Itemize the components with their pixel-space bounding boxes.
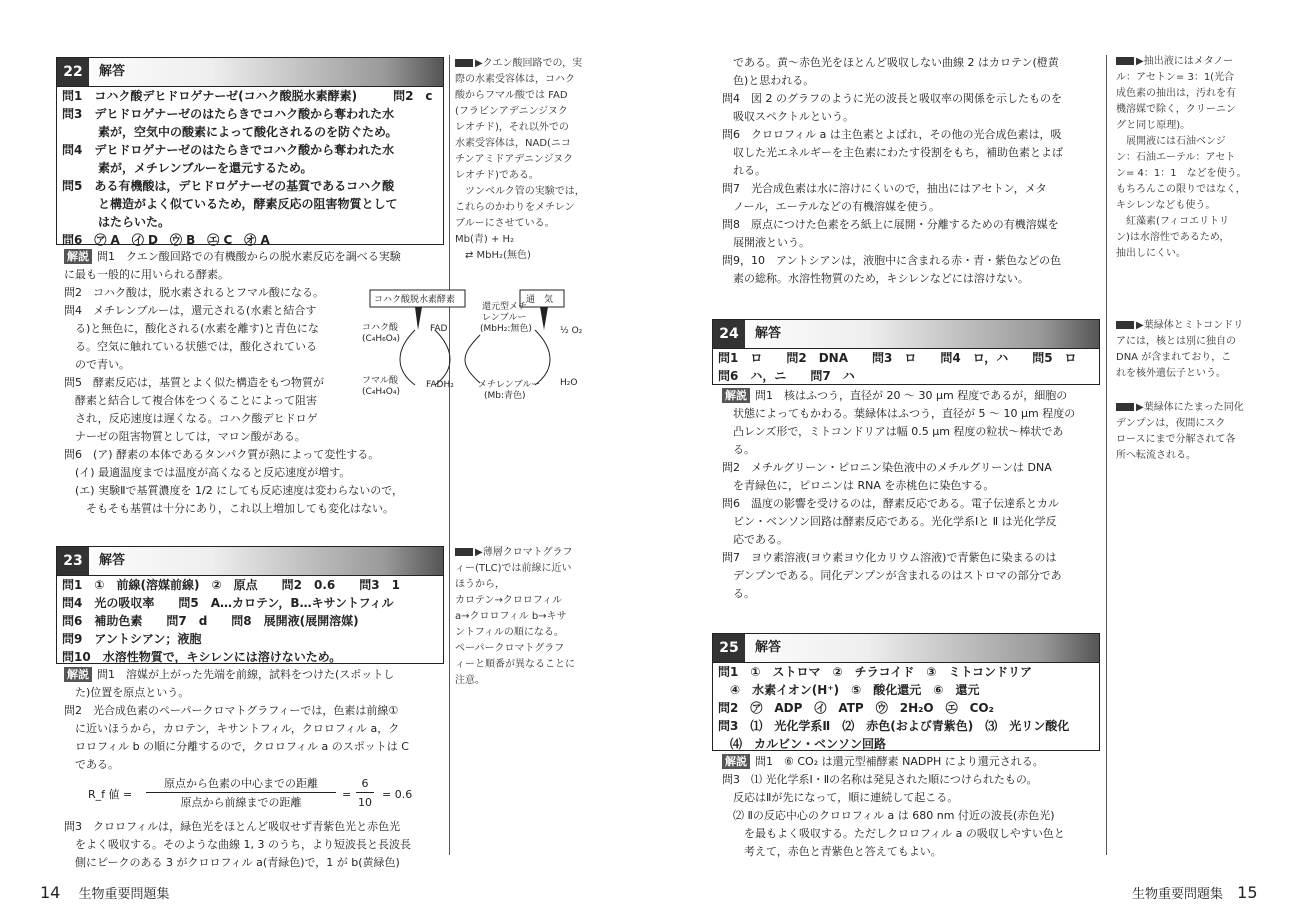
explanation-line: 問5 酵素反応は，基質とよく似た構造をもつ物質が: [64, 376, 324, 389]
side-line: 注意。: [455, 675, 485, 686]
explanation-23: [64, 666, 444, 872]
side-line: ほうから，: [455, 579, 505, 590]
answer-line: 素が，空気中の酸素によって酸化されるのを防ぐため。: [62, 125, 398, 139]
rf-label: R_f 値 =: [88, 788, 133, 801]
side-line: ▶クエン酸回路での，実: [475, 58, 583, 69]
answer-box-23: [56, 576, 444, 664]
page-number: 14: [40, 883, 61, 902]
side-line: ▶抽出液にはメタノー: [1136, 56, 1234, 67]
explanation-line: 考えて，赤色と青紫色と答えてもよい。: [722, 845, 942, 858]
explanation-line: を青緑色に，ピロニンは RNA を赤桃色に染色する。: [722, 479, 995, 492]
explanation-line: 問6 温度の影響を受けるのは，酵素反応である。電子伝達系とカル: [722, 497, 1059, 510]
answer-line: 問2 ㋐ ADP ㋑ ATP ㋒ 2H₂O ㋓ CO₂: [718, 701, 994, 715]
side-line: ロースにまで分解されて各: [1116, 434, 1236, 445]
section-number: 23: [57, 547, 89, 575]
explanation-line: 状態によってもかわる。葉緑体はふつう，直径が 5 ～ 10 μm 程度の: [722, 407, 1076, 420]
side-line: これらのかわりをメチレン: [455, 202, 575, 213]
side-note-24a: [1116, 318, 1256, 382]
answer-line: 問4 光の吸収率 問5 A…カロテン，B…キサントフィル: [62, 596, 394, 610]
continuation-23: [722, 54, 1102, 288]
explanation-line: を最もよく吸収する。ただしクロロフィル a の吸収しやすい色と: [722, 827, 1065, 840]
water-label: H₂O: [560, 378, 578, 388]
explanation-line: 色)と思われる。: [722, 74, 815, 87]
answer-box-24: [712, 349, 1100, 385]
side-line: Mb(青) + H₂: [455, 234, 515, 245]
section-number: 24: [713, 320, 745, 348]
answer-line: ⑷ カルビン・ベンソン回路: [718, 737, 887, 751]
kaisetsu-label: 解説: [64, 667, 92, 682]
explanation-line: 問1 クエン酸回路での有機酸からの脱水素反応を調べる実験: [97, 250, 401, 263]
explanation-line: 展開液という。: [722, 236, 810, 249]
side-line: 展開液には石油ベンジ: [1116, 136, 1226, 147]
explanation-25: [722, 753, 1102, 861]
footer-left: [40, 884, 170, 903]
note-marker-icon: [455, 59, 473, 67]
explanation-line: 素の総称。水溶性物質のため，キシレンなどには溶けない。: [722, 272, 1029, 285]
section-title: 解答: [99, 64, 126, 79]
explanation-line: デンプンである。同化デンプンが含まれるのはストロマの部分であ: [722, 569, 1062, 582]
book-title: 生物重要問題集: [1132, 887, 1224, 902]
explanation-line: 問9，10 アントシアンは，液胞中に含まれる赤・青・紫色などの色: [722, 254, 1062, 267]
side-line: ⇄ MbH₂(無色): [455, 250, 531, 261]
explanation-line: 吸収スペクトルという。: [722, 110, 854, 123]
rf-denominator: 原点から前線までの距離: [180, 796, 302, 809]
reaction-diagram: [360, 285, 595, 405]
explanation-line: 凸レンズ形で，ミトコンドリアは幅 0.5 μm 程度の粒状～棒状であ: [722, 425, 1064, 438]
side-line: 際の水素受容体は，コハク: [455, 74, 575, 85]
side-line: ▶葉緑体にたまった同化: [1136, 402, 1244, 413]
arrow-path: [465, 335, 480, 383]
explanation-line: 酵素と結合して複合体をつくることによって阻害: [64, 394, 317, 407]
side-line: ペーパークロマトグラフ: [455, 643, 565, 654]
explanation-line: (イ) 最適温度までは温度が高くなると反応速度が増す。: [64, 466, 351, 479]
side-line: チンアミドアデニンジヌク: [455, 154, 574, 165]
rf-d: 10: [358, 796, 372, 809]
footer-right: [1132, 884, 1258, 903]
rf-formula: [64, 774, 444, 818]
note-marker-icon: [1116, 403, 1134, 411]
explanation-line: 応である。: [722, 533, 788, 546]
explanation-line: 反応はⅡが先になって，順に連続して起こる。: [722, 791, 959, 804]
explanation-line: 問2 光合成色素のペーパークロマトグラフィーでは，色素は前線①: [64, 704, 399, 717]
section-header-24: [712, 319, 1100, 349]
side-line: ▶薄層クロマトグラフ: [475, 547, 573, 558]
kaisetsu-label: 解説: [722, 754, 750, 769]
explanation-line: である。: [64, 758, 119, 771]
answer-line: 問9 アントシアン；液胞: [62, 632, 202, 646]
side-line: ィー(TLC)では前線に近い: [455, 563, 572, 574]
explanation-line: 側にピークのある 3 がクロロフィル a(青緑色)で，1 が b(黄緑色): [64, 856, 400, 869]
side-line: (フラビンアデニンジヌク: [455, 106, 568, 117]
explanation-line: 問1 ⑥ CO₂ は還元型補酵素 NADPH により還元される。: [755, 755, 1044, 768]
side-line: 機溶媒で除く，クリーニン: [1116, 104, 1236, 115]
side-line: レオチド)である。: [455, 170, 539, 181]
side-note-23: [455, 545, 595, 689]
explanation-line: をよく吸収する。そのような曲線 1, 3 のうち，より短波長と長波長: [64, 838, 411, 851]
answer-line: はたらいた。: [62, 215, 171, 229]
section-title: 解答: [755, 326, 782, 341]
enzyme-arrow: [415, 307, 422, 330]
explanation-line: 問1 溶媒が上がった先端を前線，試料をつけた(スポットし: [97, 668, 395, 681]
side-note-23b: [1116, 54, 1256, 262]
explanation-line: 問7 ヨウ素溶液(ヨウ素ヨウ化カリウム溶液)で青紫色に染まるのは: [722, 551, 1057, 564]
section-title: 解答: [99, 553, 126, 568]
kaisetsu-label: 解説: [64, 249, 92, 264]
section-title: 解答: [755, 640, 782, 655]
side-line: キシレンなども使う。: [1116, 200, 1216, 211]
answer-line: 問4 デヒドロゲナーゼのはたらきでコハク酸から奪われた水: [62, 143, 395, 157]
side-line: グと同じ原理)。: [1116, 120, 1191, 131]
explanation-line: た)位置を原点という。: [64, 686, 190, 699]
explanation-line: され，反応速度は遅くなる。コハク酸デヒドロゲ: [64, 412, 318, 425]
side-line: DNA が含まれており，こ: [1116, 352, 1232, 363]
side-line: もちろんこの限りではなく，: [1116, 184, 1246, 195]
explanation-24: [722, 387, 1102, 603]
side-line: ン：石油エーテル：アセト: [1116, 152, 1236, 163]
side-line: ィーと順番が異なることに: [455, 659, 575, 670]
explanation-line: ⑵ Ⅱの反応中心のクロロフィル a は 680 nm 付近の波長(赤色光): [722, 809, 1055, 822]
air-label: 通 気: [526, 295, 554, 305]
explanation-line: 問4 メチレンブルーは，還元される(水素と結合す: [64, 304, 317, 317]
side-line: デンプンは，夜間にスク: [1116, 418, 1226, 429]
explanation-line: そもそも基質は十分にあり，これ以上増加しても変化はない。: [64, 502, 394, 515]
answer-line: 問6 ㋐ A ㋑ D ㋒ B ㋓ C ㋔ A: [62, 233, 270, 247]
side-line: ン)は水溶性であるため，: [1116, 232, 1230, 243]
answer-line: 問1 コハク酸デヒドロゲナーゼ(コハク酸脱水素酵素) 問2 c: [62, 89, 433, 103]
explanation-line: に最も一般的に用いられる酵素。: [64, 268, 229, 281]
explanation-line: る。空気に触れている状態では，酸化されている: [64, 340, 317, 353]
explanation-line: 問7 光合成色素は水に溶けにくいので，抽出にはアセトン，メタ: [722, 182, 1047, 195]
answer-box-25: [712, 663, 1100, 751]
kaisetsu-label: 解説: [722, 388, 750, 403]
explanation-line: る。: [722, 587, 755, 600]
reduced-mb-label: (MbH₂:無色): [480, 324, 532, 334]
answer-box-22: [56, 87, 444, 245]
explanation-line: れる。: [722, 164, 766, 177]
explanation-line: ロロフィル b の順に分離するので，クロロフィル a のスポットは C: [64, 740, 409, 753]
succinate-formula: (C₄H₆O₄): [362, 334, 400, 344]
methylene-blue-label: (Mb:青色): [484, 391, 526, 401]
rf-numerator: 原点から色素の中心までの距離: [146, 776, 336, 793]
air-arrow: [540, 307, 548, 330]
side-line: ▶葉緑体とミトコンドリ: [1136, 320, 1244, 331]
explanation-line: 収した光エネルギーを主色素にわたす役割をもち，補助色素とよば: [722, 146, 1063, 159]
side-line: 所へ転流される。: [1116, 450, 1196, 461]
explanation-line: 問2 コハク酸は，脱水素されるとフマル酸になる。: [64, 286, 324, 299]
explanation-line: 問2 メチルグリーン・ピロニン染色液中のメチルグリーンは DNA: [722, 461, 1052, 474]
arrow-path: [400, 330, 415, 385]
side-line: ントフィルの順になる。: [455, 627, 564, 638]
side-line: 抽出しにくい。: [1116, 248, 1186, 259]
side-line: カロテン→クロロフィル: [455, 595, 563, 606]
side-line: 水素受容体は，NAD(ニコ: [455, 138, 571, 149]
column-rule-left: [449, 55, 450, 855]
arrow-path: [535, 330, 550, 385]
explanation-line: る。: [722, 443, 755, 456]
answer-line: 問3 ⑴ 光化学系Ⅱ ⑵ 赤色(および青紫色) ⑶ 光リン酸化: [718, 719, 1070, 733]
answer-line: 問6 ハ，ニ 問7 ハ: [718, 369, 855, 383]
arrow-path: [435, 330, 450, 385]
rf-n: 6: [356, 776, 374, 793]
book-title: 生物重要問題集: [78, 887, 170, 902]
answer-line: 問5 ある有機酸は，デヒドロゲナーゼの基質であるコハク酸: [62, 179, 395, 193]
explanation-line: ので青い。: [64, 358, 130, 371]
side-note-22: [455, 56, 595, 264]
section-header-25: [712, 633, 1100, 663]
column-rule-right: [1106, 55, 1107, 855]
explanation-line: 問6 (ア) 酵素の本体であるタンパク質が熱によって変性する。: [64, 448, 380, 461]
answer-line: と構造がよく似ているため，酵素反応の阻害物質として: [62, 197, 398, 211]
explanation-line: 問1 核はふつう，直径が 20 ～ 30 μm 程度であるが，細胞の: [755, 389, 1068, 402]
explanation-line: ナーゼの阻害物質としては，マロン酸がある。: [64, 430, 306, 443]
side-line: ン= 4：1：1 などを使う。: [1116, 168, 1247, 179]
reduced-mb-label: 還元型メチ: [482, 302, 528, 312]
side-line: a→クロロフィル b→キサ: [455, 611, 567, 622]
answer-line: 問10 水溶性物質で，キシレンには溶けないため。: [62, 650, 342, 664]
methylene-blue-label: メチレンブルー: [478, 380, 541, 390]
note-marker-icon: [455, 548, 473, 556]
explanation-line: 問6 クロロフィル a は主色素とよばれ，その他の光合成色素は，吸: [722, 128, 1062, 141]
enzyme-label: コハク酸脱水素酵素: [374, 295, 456, 305]
answer-line: 問1 ① ストロマ ② チラコイド ③ ミトコンドリア: [718, 665, 1032, 679]
rf-result: = 0.6: [382, 788, 413, 801]
explanation-line: る)と無色に，酸化される(水素を離す)と青色にな: [64, 322, 319, 335]
fumarate-label: フマル酸: [362, 376, 399, 386]
side-line: れを核外遺伝子という。: [1116, 368, 1226, 379]
explanation-line: に近いほうから，カロテン，キサントフィル，クロロフィル a，ク: [64, 722, 400, 735]
page-number: 15: [1237, 883, 1258, 902]
side-line: 成色素の抽出は，汚れを有: [1116, 88, 1236, 99]
section-number: 22: [57, 58, 89, 86]
answer-line: 問1 ロ 問2 DNA 問3 ロ 問4 ロ，ハ 問5 ロ: [718, 351, 1077, 365]
fumarate-formula: (C₄H₄O₄): [362, 387, 400, 397]
explanation-line: 問8 原点につけた色素をろ紙上に展開・分離するための有機溶媒を: [722, 218, 1059, 231]
section-header-23: [56, 546, 444, 576]
answer-line: 問6 補助色素 問7 d 問8 展開液(展開溶媒): [62, 614, 359, 628]
answer-line: 素が，メチレンブルーを還元するため。: [62, 161, 313, 175]
side-line: 紅藻素(フィコエリトリ: [1116, 216, 1230, 227]
section-number: 25: [713, 634, 745, 662]
side-note-24b: [1116, 400, 1256, 464]
side-line: ル：アセトン= 3：1(光合: [1116, 72, 1235, 83]
rf-equals: =: [342, 788, 352, 801]
answer-line: ④ 水素イオン(H⁺) ⑤ 酸化還元 ⑥ 還元: [718, 683, 980, 697]
answer-line: 問3 デヒドロゲナーゼのはたらきでコハク酸から奪われた水: [62, 107, 395, 121]
oxygen-label: ½ O₂: [560, 326, 583, 336]
side-line: 酸からフマル酸では FAD: [455, 90, 568, 101]
side-line: アには，核とは別に独自の: [1116, 336, 1236, 347]
reduced-mb-label: レンブルー: [482, 313, 527, 323]
explanation-line: ビン・ベンソン回路は酵素反応である。光化学系Ⅰと Ⅱ は光化学反: [722, 515, 1057, 528]
answer-line: 問1 ① 前線(溶媒前線) ② 原点 問2 0.6 問3 1: [62, 578, 400, 592]
fadh2-label: FADH₂: [426, 380, 454, 390]
explanation-line: 問3 ⑴ 光化学系Ⅰ・Ⅱの名称は発見された順につけられたもの。: [722, 773, 1038, 786]
explanation-line: ノール，エーテルなどの有機溶媒を使う。: [722, 200, 941, 213]
explanation-line: (エ) 実験Ⅱで基質濃度を 1/2 にしても反応速度は変わらないので，: [64, 484, 403, 497]
section-header-22: [56, 57, 444, 87]
explanation-line: である。黄～赤色光をほとんど吸収しない曲線 2 はカロテン(橙黄: [722, 56, 1059, 69]
succinate-label: コハク酸: [362, 323, 399, 333]
note-marker-icon: [1116, 57, 1134, 65]
explanation-line: 問4 図 2 のグラフのように光の波長と吸収率の関係を示したものを: [722, 92, 1062, 105]
note-marker-icon: [1116, 321, 1134, 329]
fad-label: FAD: [430, 324, 448, 334]
explanation-line: 問3 クロロフィルは，緑色光をほとんど吸収せず青紫色光と赤色光: [64, 820, 401, 833]
side-line: ツンベルク管の実験では，: [455, 186, 585, 197]
side-line: ブルーにさせている。: [455, 218, 555, 229]
side-line: レオチド)，それ以外での: [455, 122, 569, 133]
